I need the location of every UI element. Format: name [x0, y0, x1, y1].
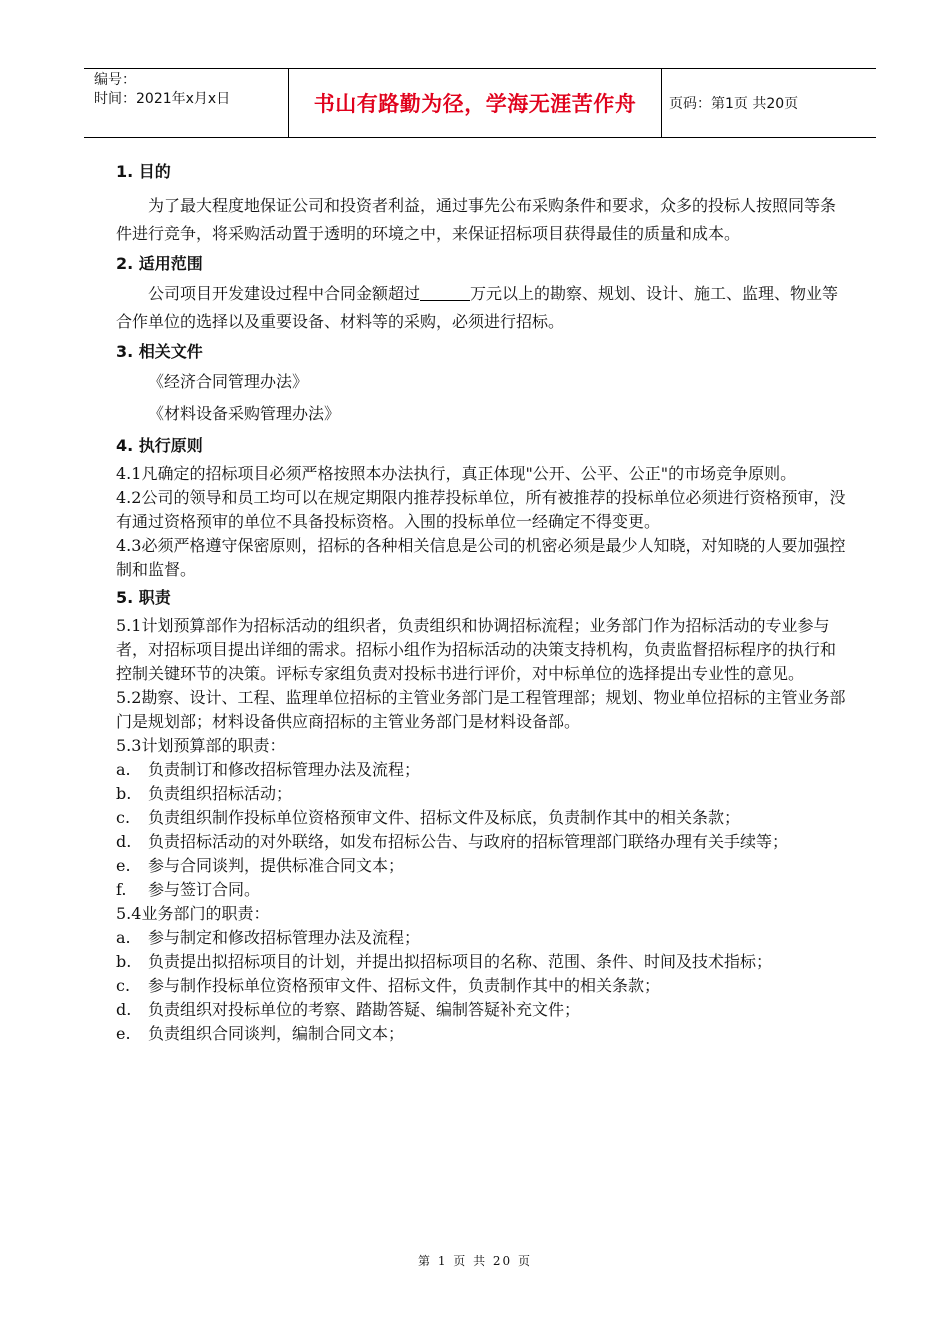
- header-page-info: 页码：第1页 共20页: [669, 96, 799, 112]
- amount-blank: [420, 284, 470, 301]
- page-footer: 第 1 页 共 20 页: [418, 1254, 532, 1268]
- duty-5-2: 5.2勘察、设计、工程、监理单位招标的主管业务部门是工程管理部；规划、物业单位招标的主管业务部门是规划部；材料设备供应商招标的主管业务部门是材料设备部。: [116, 688, 846, 731]
- related-doc-2: 《材料设备采购管理办法》: [148, 404, 341, 423]
- duty-5-1: 5.1计划预算部作为招标活动的组织者，负责组织和协调招标流程；业务部门作为招标活动的专业参与者，对招标项目提出详细的需求。招标小组作为招标活动的决策支持机构，负责监督招标程序的执行和控制关键环节的决策。评标专家组负责对投标书进行评价，对中标单位的选择提出专业性的意见。: [116, 616, 837, 683]
- section-1-body: 为了最大程度地保证公司和投资者利益，通过事先公布采购条件和要求，众多的投标人按照同等条件进行竞争，将采购活动置于透明的环境之中，来保证招标项目获得最佳的质量和成本。: [116, 196, 837, 243]
- duty-5-4: 5.4业务部门的职责：: [116, 904, 270, 923]
- related-doc-1: 《经济合同管理办法》: [148, 372, 309, 391]
- header-number: 编号：: [94, 72, 136, 88]
- section-2-body: [116, 280, 850, 336]
- document-body: [116, 158, 850, 1046]
- section-3-title: 3. 相关文件: [116, 342, 203, 361]
- principle-4-3: 4.3必须严格遵守保密原则，招标的各种相关信息是公司的机密必须是最少人知晓，对知晓的人要加强控制和监督。: [116, 536, 846, 579]
- principle-4-2: 4.2公司的领导和员工均可以在规定期限内推荐投标单位，所有被推荐的投标单位必须进行资格预审，没有通过资格预审的单位不具备投标资格。入围的投标单位一经确定不得变更。: [116, 488, 846, 531]
- list-item: a. 参与制定和修改招标管理办法及流程；: [116, 928, 421, 947]
- section-1-title: 1. 目的: [116, 162, 171, 181]
- section-5-title: 5. 职责: [116, 588, 171, 607]
- list-item: d. 负责组织对投标单位的考察、踏勘答疑、编制答疑补充文件；: [116, 1000, 581, 1019]
- list-item: f. 参与签订合同。: [116, 880, 261, 899]
- list-item: b. 负责组织招标活动；: [116, 784, 293, 803]
- header-motto: 书山有路勤为径，学海无涯苦作舟: [288, 69, 662, 137]
- list-item: e. 负责组织合同谈判，编制合同文本；: [116, 1024, 405, 1043]
- list-item: a. 负责制订和修改招标管理办法及流程；: [116, 760, 421, 779]
- list-item: c. 参与制作投标单位资格预审文件、招标文件，负责制作其中的相关条款；: [116, 976, 661, 995]
- list-item: e. 参与合同谈判，提供标准合同文本；: [116, 856, 405, 875]
- section-4-title: 4. 执行原则: [116, 436, 203, 455]
- list-item: c. 负责组织制作投标单位资格预审文件、招标文件及标底，负责制作其中的相关条款；: [116, 808, 741, 827]
- principle-4-1: 4.1凡确定的招标项目必须严格按照本办法执行，真正体现"公开、公平、公正"的市场竞争原则。: [116, 464, 797, 483]
- list-item: b. 负责提出拟招标项目的计划，并提出拟招标项目的名称、范围、条件、时间及技术指标；: [116, 952, 773, 971]
- section-2-body-pre: 公司项目开发建设过程中合同金额超过: [148, 284, 421, 303]
- header-time: 时间：2021年x月x日: [94, 91, 231, 107]
- header-meta: [84, 69, 288, 137]
- list-item: d. 负责招标活动的对外联络，如发布招标公告、与政府的招标管理部门联络办理有关手续等；: [116, 832, 789, 851]
- section-2-title: 2. 适用范围: [116, 254, 203, 273]
- page-header: [84, 68, 876, 138]
- duty-5-3-list: [116, 758, 850, 902]
- section-2-body-post: 万元以上的勘察、规划、设计、施工、监理、物业等合作单位的选择以及重要设备、材料等的采购，必须进行招标。: [116, 284, 839, 331]
- duty-5-4-list: [116, 926, 850, 1046]
- duty-5-3: 5.3计划预算部的职责：: [116, 736, 286, 755]
